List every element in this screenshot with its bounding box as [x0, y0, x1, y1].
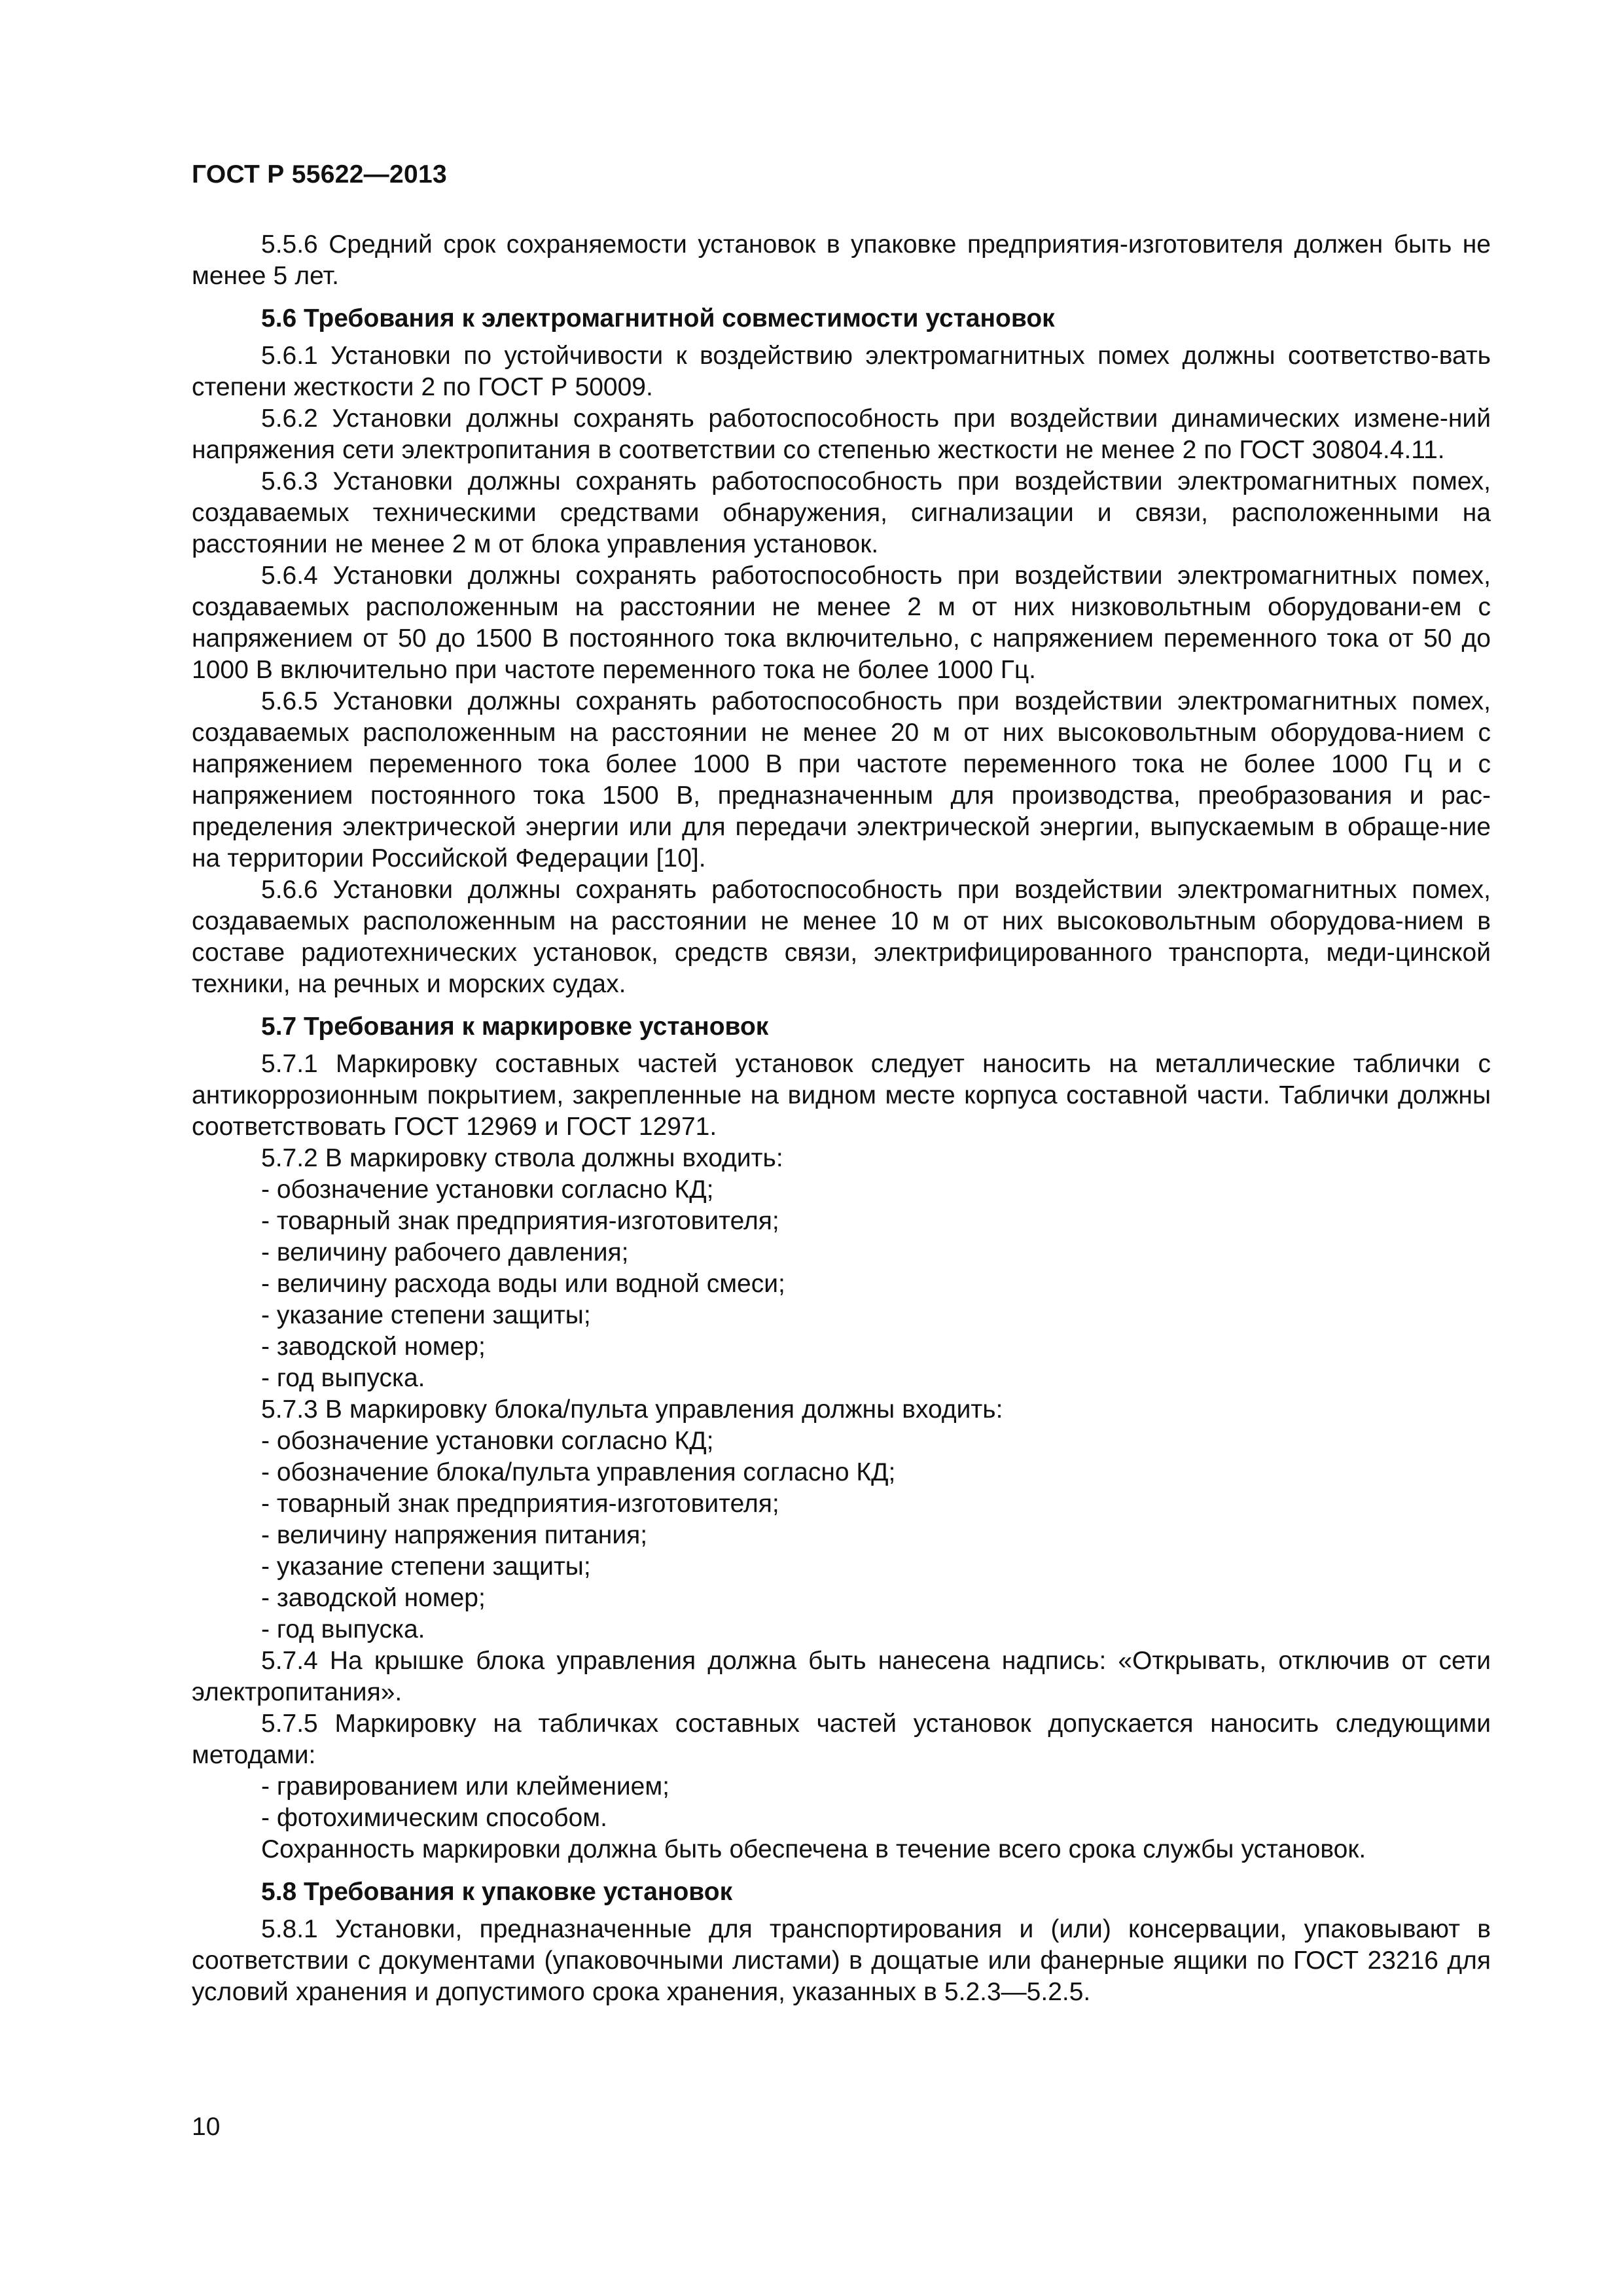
paragraph-5-6-5: 5.6.5 Установки должны сохранять работоспособность при воздействии электромагнитных помех, создаваемых расположенным на расстоянии не менее 20 м от них высоковольтным оборудова-нием с напряжением переменного тока более 1000 В при частоте переменного тока не более 1000 Гц и с напряжением постоянного тока 1500 В, предназначенным для производства, преобразования и рас-пределения электрической энергии или для передачи электрической энергии, выпускаемым в обраще-ние на территории Российской Федерации [10]. [192, 687, 1491, 872]
list-item: - указание степени защиты; [261, 1552, 591, 1581]
list-item: - заводской номер; [261, 1333, 486, 1361]
page-number: 10 [192, 2113, 221, 2141]
paragraph-5-7-2: 5.7.2 В маркировку ствола должны входить: [261, 1144, 783, 1172]
list-item: - величину напряжения питания; [261, 1521, 648, 1549]
list-5-7-5 [192, 1771, 1491, 1834]
list-item: - фотохимическим способом. [261, 1804, 607, 1832]
paragraph-5-6-3: 5.6.3 Установки должны сохранять работоспособность при воздействии электромагнитных помех, создаваемых техническими средствами обнаружения, сигнализации и связи, расположенными на расстоянии не менее 2 м от блока управления установок. [192, 467, 1491, 558]
list-item: - величину рабочего давления; [261, 1238, 629, 1266]
paragraph-5-7-5: 5.7.5 Маркировку на табличках составных частей установок допускается наносить следующими методами: [192, 1710, 1491, 1769]
paragraph-marking-preservation: Сохранность маркировки должна быть обеспечена в течение всего срока службы установок. [261, 1835, 1366, 1863]
list-item: - гравированием или клеймением; [261, 1772, 669, 1801]
list-item: - год выпуска. [261, 1615, 425, 1643]
paragraph-5-8-1: 5.8.1 Установки, предназначенные для транспортирования и (или) консервации, упаковывают в соответствии с документами (упаковочными листами) в дощатые или фанерные ящики по ГОСТ 23216 для условий хранения и допустимого срока хранения, указанных в 5.2.3—5.2.5. [192, 1915, 1491, 2006]
section-heading-5-6: 5.6 Требования к электромагнитной совместимости установок [261, 304, 1055, 332]
document-header: ГОСТ Р 55622—2013 [192, 160, 447, 188]
list-item: - товарный знак предприятия-изготовителя; [261, 1490, 779, 1518]
list-item: - обозначение установки согласно КД; [261, 1175, 714, 1204]
paragraph-5-6-2: 5.6.2 Установки должны сохранять работоспособность при воздействии динамических измене-ний напряжения сети электропитания в соответствии со степенью жесткости не менее 2 по ГОСТ 30804.4.11. [192, 404, 1491, 464]
list-item: - год выпуска. [261, 1364, 425, 1392]
paragraph-5-5-6: 5.5.6 Средний срок сохраняемости установок в упаковке предприятия-изготовителя должен быть не менее 5 лет. [192, 230, 1491, 290]
paragraph-5-7-3: 5.7.3 В маркировку блока/пульта управления должны входить: [261, 1395, 1003, 1424]
paragraph-5-6-6: 5.6.6 Установки должны сохранять работоспособность при воздействии электромагнитных помех, создаваемых расположенным на расстоянии не менее 10 м от них высоковольтным оборудова-нием в составе радиотехнических установок, средств связи, электрифицированного транспорта, меди-цинской техники, на речных и морских судах. [192, 876, 1491, 998]
paragraph-5-6-4: 5.6.4 Установки должны сохранять работоспособность при воздействии электромагнитных помех, создаваемых расположенным на расстоянии не менее 2 м от них низковольтным оборудовани-ем с напряжением от 50 до 1500 В постоянного тока включительно, с напряжением переменного тока от 50 до 1000 В включительно при частоте переменного тока не более 1000 Гц. [192, 562, 1491, 684]
section-heading-5-7: 5.7 Требования к маркировке установок [261, 1013, 769, 1041]
list-item: - заводской номер; [261, 1584, 486, 1612]
paragraph-5-7-1: 5.7.1 Маркировку составных частей установок следует наносить на металлические таблички с антикоррозионным покрытием, закрепленные на видном месте корпуса составной части. Таблички должны соответствовать ГОСТ 12969 и ГОСТ 12971. [192, 1050, 1491, 1141]
paragraph-5-6-1: 5.6.1 Установки по устойчивости к воздействию электромагнитных помех должны соответство-вать степени жесткости 2 по ГОСТ Р 50009. [192, 342, 1491, 401]
paragraph-5-7-4: 5.7.4 На крышке блока управления должна быть нанесена надпись: «Открывать, отключив от сети электропитания». [192, 1647, 1491, 1706]
list-item: - указание степени защиты; [261, 1301, 591, 1329]
list-5-7-3 [192, 1426, 1491, 1645]
list-item: - обозначение блока/пульта управления согласно КД; [261, 1458, 896, 1486]
list-item: - товарный знак предприятия-изготовителя; [261, 1207, 779, 1235]
section-heading-5-8: 5.8 Требования к упаковке установок [261, 1878, 733, 1906]
list-5-7-2 [192, 1174, 1491, 1394]
list-item: - обозначение установки согласно КД; [261, 1427, 714, 1455]
document-body [192, 229, 1491, 2008]
list-item: - величину расхода воды или водной смеси; [261, 1270, 785, 1298]
